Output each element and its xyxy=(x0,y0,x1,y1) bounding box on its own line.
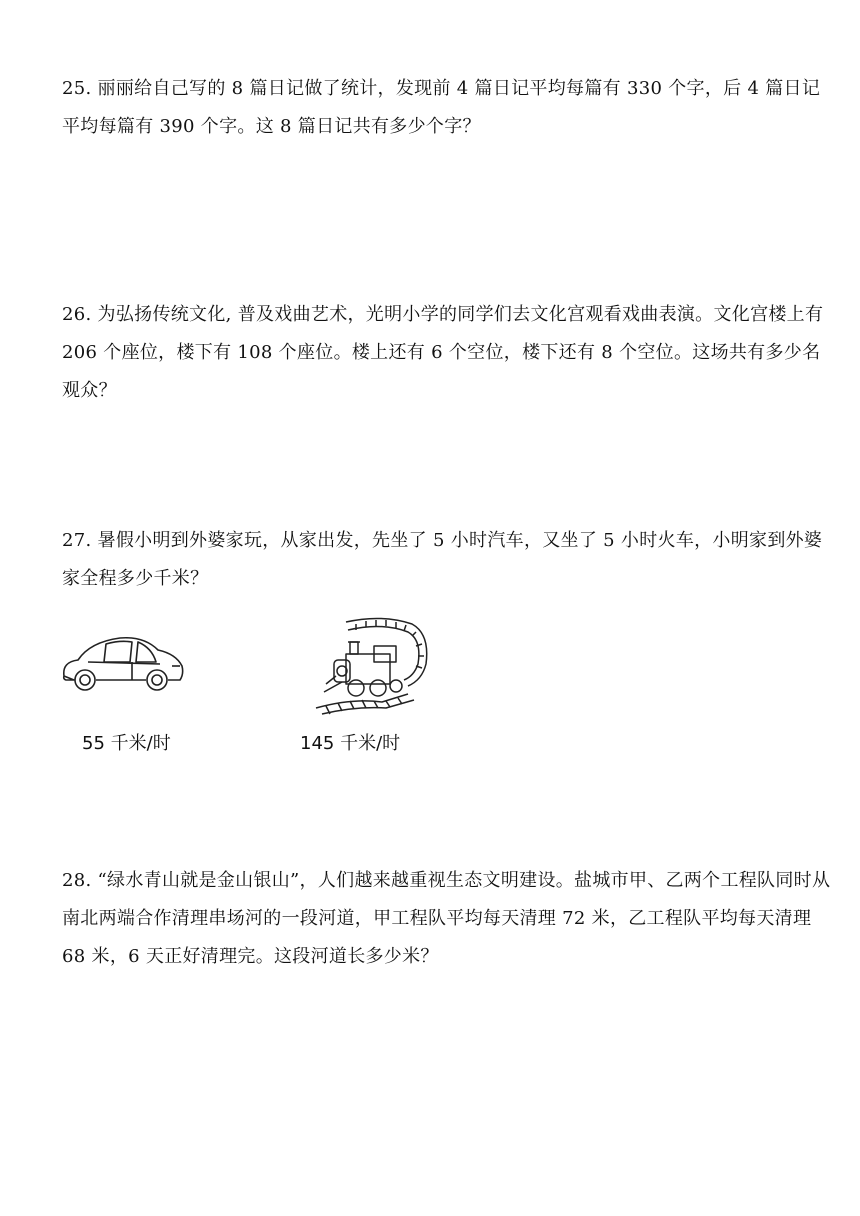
problem-28-text: 28. “绿水青山就是金山银山”，人们越来越重视生态文明建设。盐城市甲、乙两个工程队同时从南北两端合作清理串场河的一段河道，甲工程队平均每天清理 72 米，乙工程队平均每天清理 68 米，6 天正好清理完。这段河道长多少米？ xyxy=(62,870,831,967)
problem-27-text: 27. 暑假小明到外婆家玩，从家出发，先坐了 5 小时汽车，又坐了 5 小时火车，小明家到外婆家全程多少千米？ xyxy=(62,530,823,589)
problem-27 xyxy=(62,522,832,598)
problem-25-text: 25. 丽丽给自己写的 8 篇日记做了统计，发现前 4 篇日记平均每篇有 330 个字，后 4 篇日记平均每篇有 390 个字。这 8 篇日记共有多少个字？ xyxy=(62,78,821,137)
car-speed-label: 55 千米/时 xyxy=(82,733,171,754)
problem-26 xyxy=(62,296,832,410)
problem-25 xyxy=(62,70,832,146)
problem-26-text: 26. 为弘扬传统文化, 普及戏曲艺术，光明小学的同学们去文化宫观看戏曲表演。文化宫楼上有 206 个座位，楼下有 108 个座位。楼上还有 6 个空位，楼下还有 8 个空位。这场共有多少名观众？ xyxy=(62,304,824,401)
train-speed-label: 145 千米/时 xyxy=(300,733,401,754)
train-icon xyxy=(312,612,434,716)
problem-28 xyxy=(62,862,832,976)
car-icon xyxy=(60,632,188,694)
